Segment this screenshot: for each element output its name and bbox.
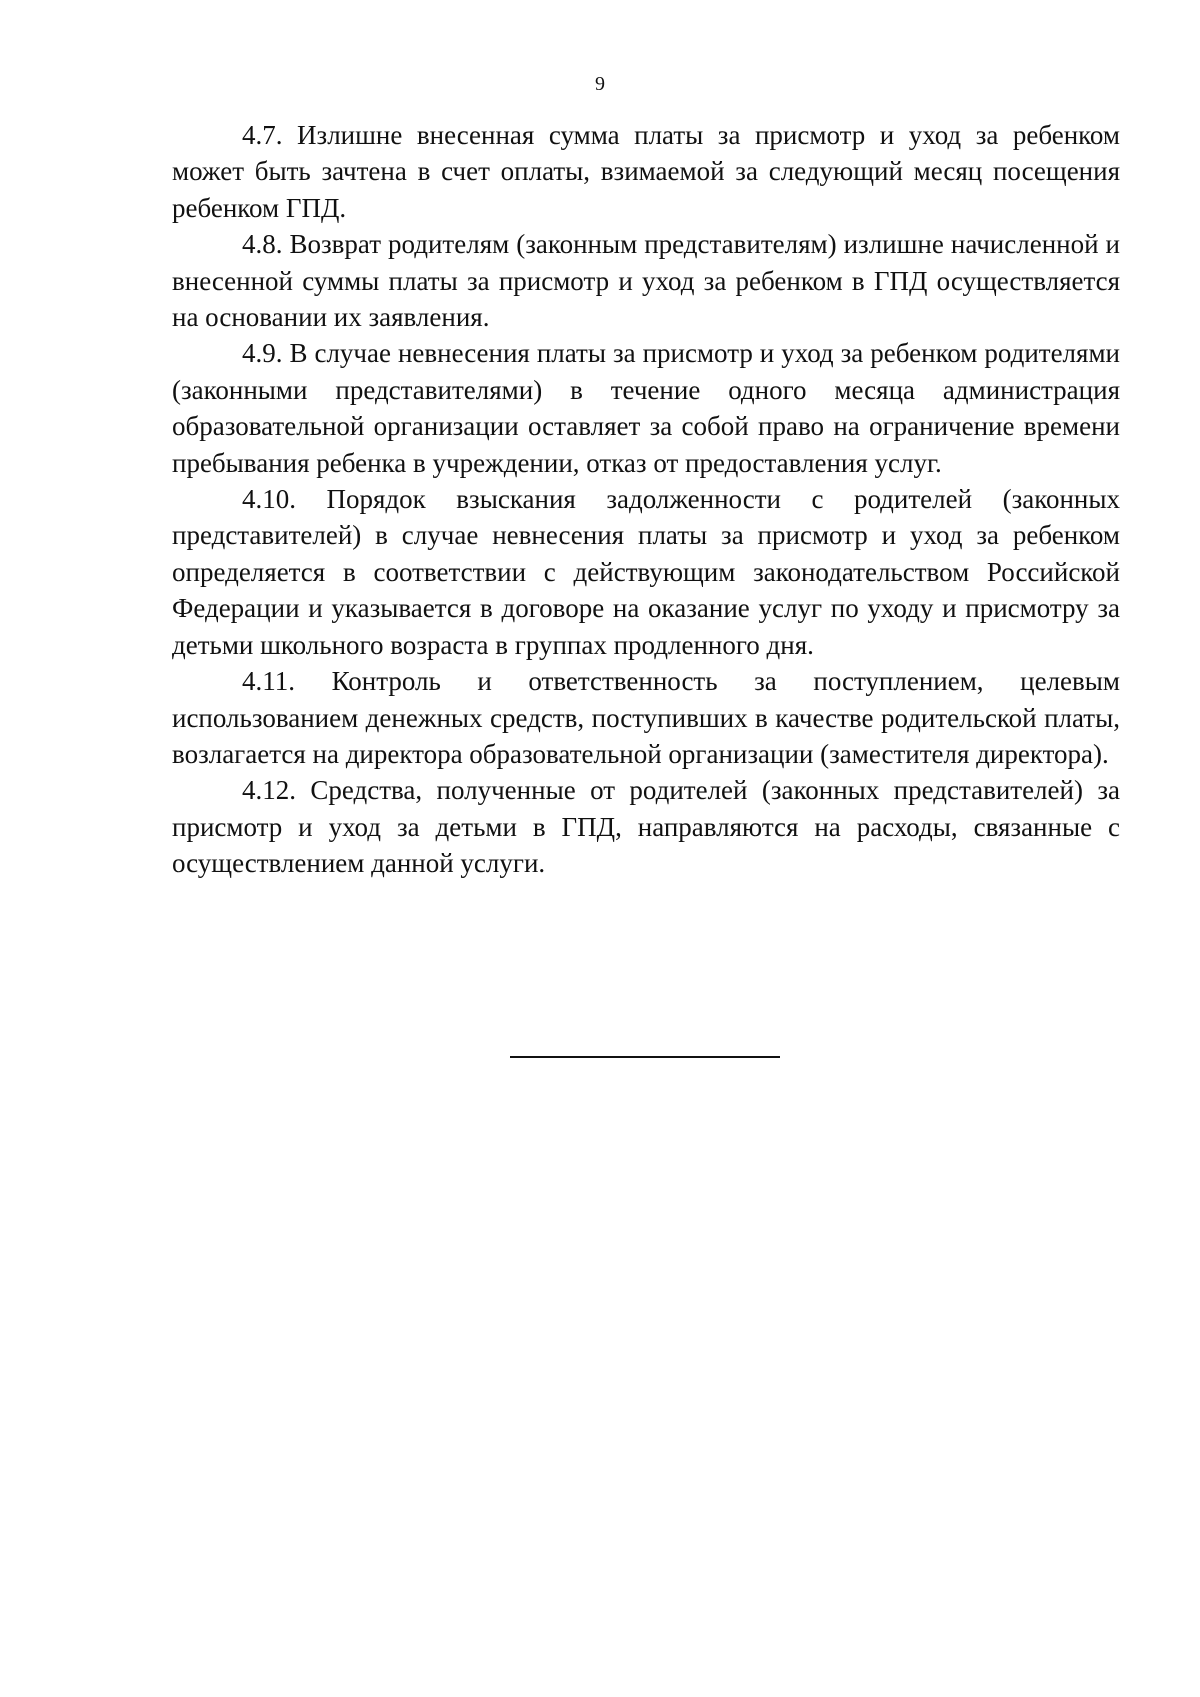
paragraph-4-8: 4.8. Возврат родителям (законным представителям) излишне начисленной и внесенной суммы платы за присмотр и уход за ребенком в ГПД осуществляется на основании их заявления. (172, 229, 1120, 333)
paragraph-4-10: 4.10. Порядок взыскания задолженности с родителей (законных представителей) в случае невнесения платы за присмотр и уход за ребенком определяется в соответствии с действующим законодательством Российской Федерации и указывается в договоре на оказание услуг по уходу и присмотру за детьми школьного возраста в группах продленного дня. (172, 484, 1120, 660)
end-of-document-rule (510, 1056, 780, 1058)
page-number: 9 (595, 73, 605, 95)
paragraph-4-11: 4.11. Контроль и ответственность за поступлением, целевым использованием денежных средств, поступивших в качестве родительской платы, возлагается на директора образовательной организации (заместителя директора). (172, 666, 1120, 769)
paragraph-4-7: 4.7. Излишне внесенная сумма платы за присмотр и уход за ребенком может быть зачтена в счет оплаты, взимаемой за следующий месяц посещения ребенком ГПД. (172, 120, 1120, 223)
paragraph-4-12: 4.12. Средства, полученные от родителей (законных представителей) за присмотр и уход за детьми в ГПД, направляются на расходы, связанные с осуществлением данной услуги. (172, 775, 1120, 879)
paragraph-4-9: 4.9. В случае невнесения платы за присмотр и уход за ребенком родителями (законными представителями) в течение одного месяца администрация образовательной организации оставляет за собой право на ограничение времени пребывания ребенка в учреждении, отказ от предоставления услуг. (172, 338, 1120, 478)
document-body (172, 117, 1120, 882)
